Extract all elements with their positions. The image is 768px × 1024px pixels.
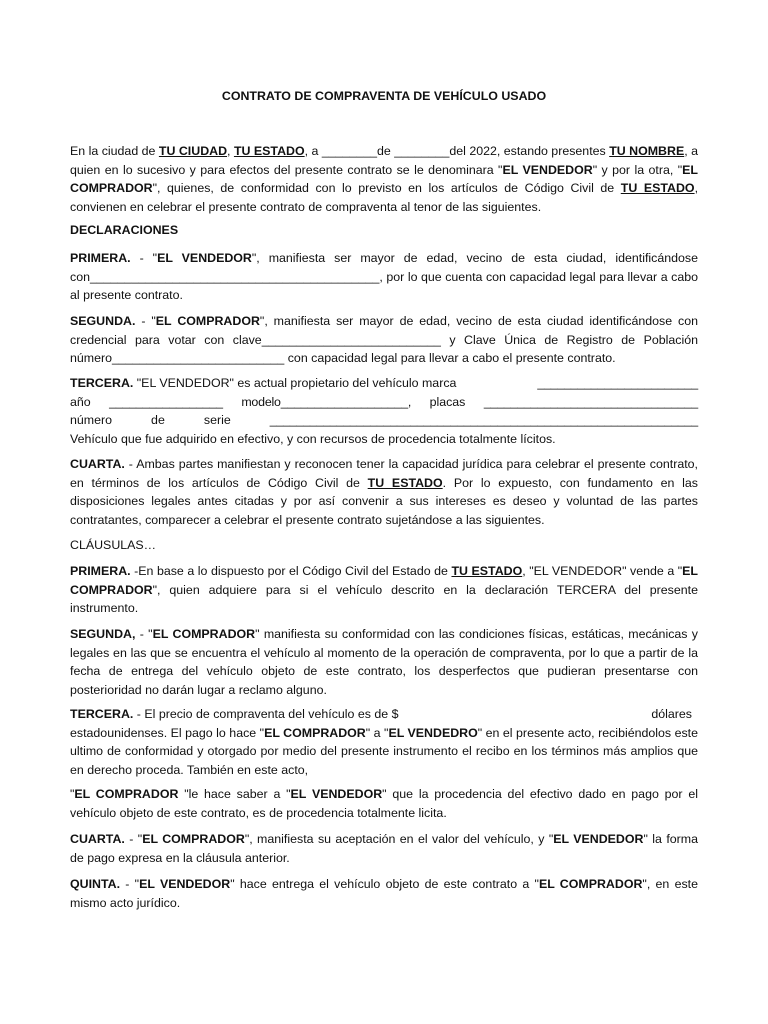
party-comprador: EL COMPRADOR (142, 832, 245, 846)
clause-text: " manifiesta su conformidad con las condiciones físicas, estáticas, mecánicas y legales en las que se encuentra el vehículo al momento de la operación de compraventa, por lo que a partir de la fecha de entrega del vehículo objeto de este contrato, los desperfectos que pudieran presentarse con posterioridad no darán lugar a reclamo alguno. (70, 627, 698, 697)
placeholder-estado: TU ESTADO (367, 475, 443, 490)
party-comprador: EL COMPRADOR (538, 877, 643, 891)
intro-text: , (227, 144, 234, 158)
intro-text: , a quien en lo sucesivo y para efectos del presente contrato se le denominara " (70, 144, 699, 177)
clause-text: - " (135, 314, 156, 328)
party-vendedor: EL VENDEDRO (388, 725, 478, 740)
label-serie: serie (203, 413, 231, 427)
clause-label: CUARTA. (70, 457, 125, 471)
clause-label: PRIMERA. (70, 564, 131, 578)
clause-label: SEGUNDA. (70, 314, 136, 328)
declaracion-segunda (70, 312, 698, 368)
placeholder-estado: TU ESTADO (620, 181, 695, 195)
declaracion-primera (70, 249, 698, 305)
party-comprador: EL COMPRADOR (155, 314, 260, 328)
clause-text: - El precio de compraventa del vehículo es de $ (133, 707, 399, 721)
clause-text: -En base a lo dispuesto por el Código Civil del Estado de (130, 564, 452, 578)
clause-text: , "EL VENDEDOR" vende a " (522, 564, 683, 578)
clause-text: - " (124, 832, 143, 846)
blank-serie: ________________________________________________________________ (269, 413, 698, 427)
party-vendedor: EL VENDEDOR (290, 787, 383, 801)
clause-text: " que la procedencia del efectivo dado en pago por el vehículo objeto de este contrato, es de procedencia totalmente licita. (70, 787, 698, 820)
party-comprador: EL COMPRADOR (264, 725, 366, 740)
clause-text: . Por lo expuesto, con fundamento en las disposiciones legales antes citadas y por así convenir a sus intereses es deseo y voluntad de las partes contratantes, comparecer a celebrar el presente contrato sujetándose a las siguientes. (70, 475, 699, 527)
clause-text: - " (120, 877, 140, 891)
clause-text: " (70, 787, 75, 801)
label-placas: placas (429, 394, 466, 409)
clause-text: ", manifiesta ser mayor de edad, vecino de esta ciudad, identificándose con__________________________________________, por lo que cuenta con capacidad legal para llevar a cabo al presente contrato. (70, 251, 698, 302)
party-comprador: EL COMPRADOR (70, 564, 699, 597)
clause-text: " hace entrega el vehículo objeto de este contrato a " (230, 877, 539, 891)
heading-text: CLÁUSULAS… (70, 538, 157, 552)
clause-text: estadounidenses. El pago lo hace " (70, 725, 265, 740)
party-vendedor: EL VENDEDOR (553, 832, 644, 846)
declaraciones-heading (70, 221, 698, 240)
intro-text: En la ciudad de (70, 144, 159, 158)
tercera-row-1 (70, 374, 698, 393)
clause-label: TERCERA. (70, 376, 134, 390)
clause-text: "le hace saber a " (178, 787, 291, 801)
intro-text: , convienen en celebrar el presente contrato de compraventa al tenor de las siguientes. (70, 181, 699, 214)
placeholder-estado: TU ESTADO (233, 144, 305, 158)
clause-text: " a " (365, 725, 389, 740)
clausula-tercera-cont (70, 785, 698, 822)
tercera-body (70, 724, 698, 780)
clause-text: "EL VENDEDOR" es actual propietario del vehículo marca (133, 376, 457, 390)
clause-text: Vehículo que fue adquirido en efectivo, y con recursos de procedencia totalmente lícitos. (70, 431, 556, 446)
clause-label: PRIMERA. (70, 251, 131, 265)
clausula-segunda (70, 625, 698, 699)
heading-text: DECLARACIONES (70, 223, 179, 237)
label-de: de (151, 413, 165, 427)
clausula-primera (70, 562, 698, 618)
document-title: CONTRATO DE COMPRAVENTA DE VEHÍCULO USADO (221, 89, 547, 103)
clause-text: " la forma de pago expresa en la cláusula anterior. (70, 832, 698, 865)
clausula-quinta (70, 875, 698, 912)
clause-label: CUARTA. (70, 832, 125, 846)
label-ano: año (70, 394, 91, 409)
blank-marca: ________________________ (537, 376, 698, 390)
party-vendedor: EL VENDEDOR (139, 877, 231, 891)
intro-text: " y por la otra, " (592, 162, 683, 177)
declaracion-tercera (70, 374, 698, 448)
party-vendedor: EL VENDEDOR (157, 251, 252, 265)
clause-text: - Ambas partes manifiestan y reconocen tener la capacidad jurídica para celebrar el presente contrato, en términos de los artículos de Código Civil de (70, 457, 698, 490)
clause-label: TERCERA. (70, 707, 134, 721)
clause-label: SEGUNDA, (70, 627, 136, 641)
blank-ano: _________________ (109, 394, 223, 409)
clause-label: QUINTA. (70, 877, 121, 891)
blank-placas: ________________________________ (483, 394, 698, 409)
intro-text: , a ________de ________del 2022, estando presentes (304, 144, 610, 158)
tercera-price-row (70, 705, 698, 724)
clause-text: ", manifiesta ser mayor de edad, vecino de esta ciudad identificándose con credencial para votar con clave__________________________ y Clave Única de Registro de Población número_________________________ con capacidad legal para llevar a cabo el presente contrato. (70, 314, 698, 365)
placeholder-ciudad: TU CIUDAD (158, 144, 228, 158)
clausulas-heading (70, 536, 698, 555)
tercera-row-3 (70, 411, 698, 430)
blank-modelo: modelo___________________, (241, 394, 412, 409)
party-comprador: EL COMPRADOR (70, 162, 698, 195)
clause-text: - " (135, 627, 153, 641)
party-comprador: EL COMPRADOR (74, 787, 179, 801)
declaracion-cuarta (70, 455, 698, 529)
placeholder-estado: TU ESTADO (451, 564, 523, 578)
clausula-tercera (70, 705, 698, 779)
party-vendedor: EL VENDEDOR (502, 162, 593, 177)
clause-text: ", manifiesta su aceptación en el valor del vehículo, y " (244, 832, 554, 846)
tercera-row-2 (70, 393, 698, 412)
intro-paragraph (70, 142, 698, 216)
clause-text: ", quien adquiere para si el vehículo descrito en la declaración TERCERA del presente instrumento. (70, 582, 698, 615)
clause-text: " en el presente acto, recibiéndolos este ultimo de conformidad y otorgado por medio del presente instrumento el recibo en los términos más amplios que en derecho proceda. También en este acto, (70, 725, 699, 777)
clausula-cuarta (70, 830, 698, 867)
party-comprador: EL COMPRADOR (152, 627, 256, 641)
intro-text: ", quienes, de conformidad con lo previsto en los artículos de Código Civil de (152, 181, 621, 195)
clause-text: - " (130, 251, 158, 265)
label-numero: número (70, 413, 113, 427)
clause-text: ", en este mismo acto jurídico. (70, 877, 698, 910)
label-dolares: dólares (651, 707, 692, 721)
placeholder-nombre: TU NOMBRE (609, 144, 685, 158)
